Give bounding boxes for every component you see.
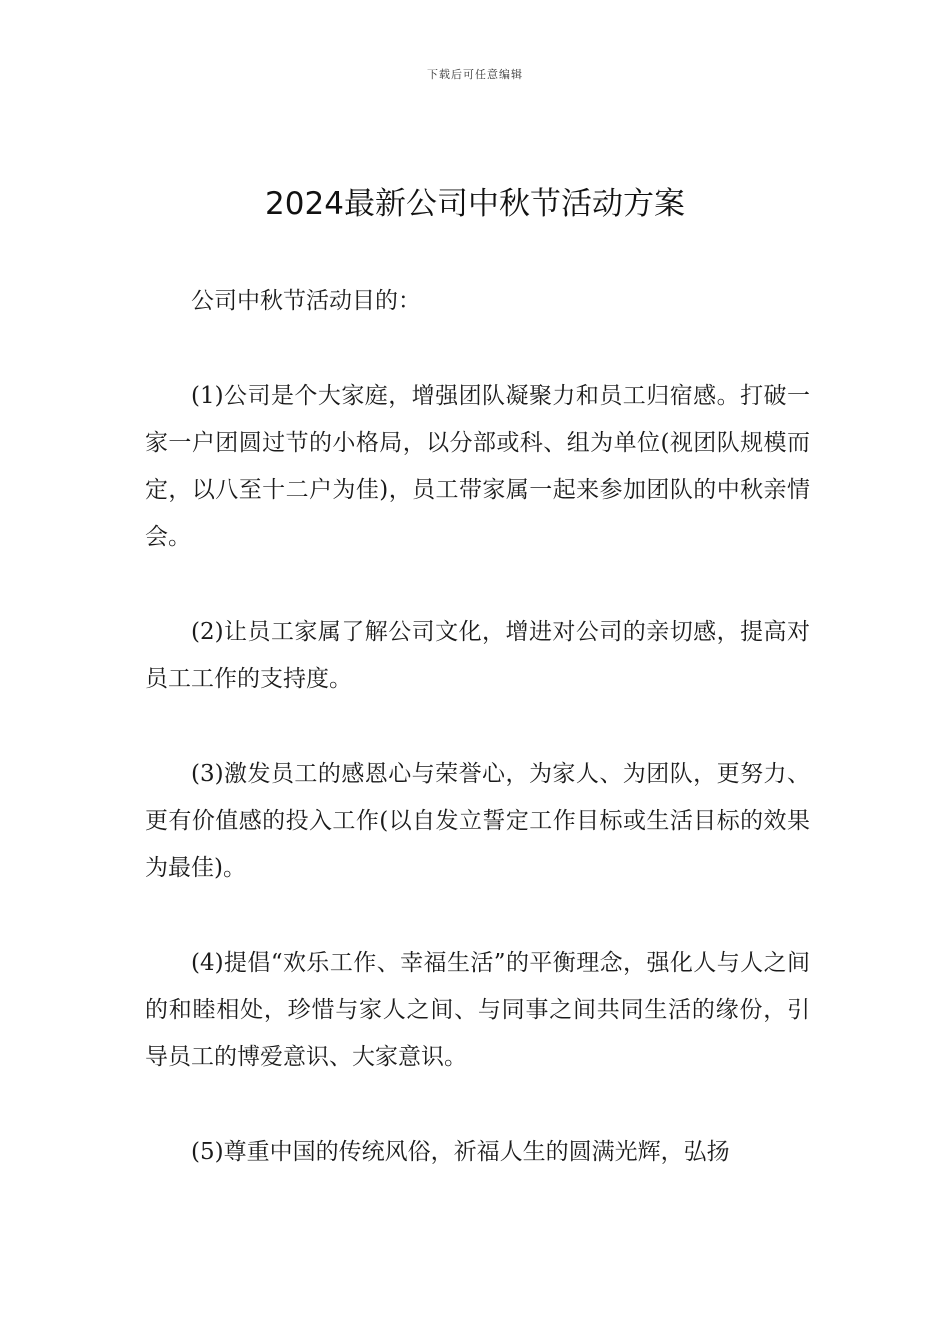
header-note: 下载后可任意编辑 (427, 68, 523, 81)
item-paragraph-5: (5)尊重中国的传统风俗，祈福人生的圆满光辉，弘扬 (191, 1139, 730, 1165)
item-paragraph-3: (3)激发员工的感恩心与荣誉心，为家人、为团队，更努力、更有价值感的投入工作(以自发立誓定工作目标或生活目标的效果为最佳)。 (145, 761, 810, 881)
document-title: 2024最新公司中秋节活动方案 (265, 186, 685, 222)
intro-paragraph: 公司中秋节活动目的： (191, 288, 421, 314)
item-paragraph-2: (2)让员工家属了解公司文化，增进对公司的亲切感，提高对员工工作的支持度。 (145, 619, 810, 692)
item-paragraph-1: (1)公司是个大家庭，增强团队凝聚力和员工归宿感。打破一家一户团圆过节的小格局，以分部或科、组为单位(视团队规模而定，以八至十二户为佳)，员工带家属一起来参加团队的中秋亲情会。 (145, 383, 810, 550)
document-body (145, 278, 810, 1176)
item-paragraph-4: (4)提倡“欢乐工作、幸福生活”的平衡理念，强化人与人之间的和睦相处，珍惜与家人之间、与同事之间共同生活的缘份，引导员工的博爱意识、大家意识。 (145, 950, 810, 1070)
